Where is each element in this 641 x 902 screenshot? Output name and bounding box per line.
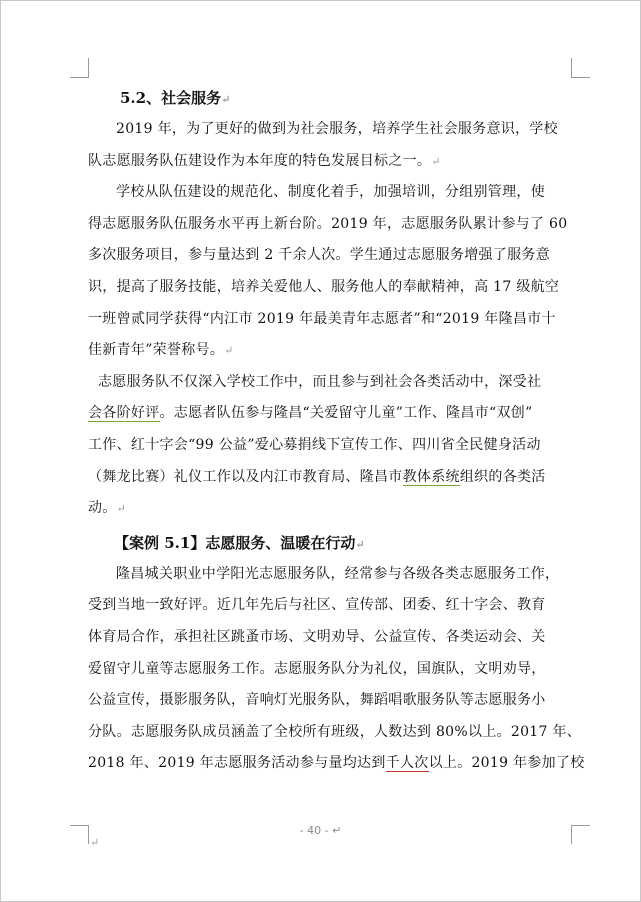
text-line: 动。↵ xyxy=(88,500,127,517)
text-line: 2019 年，为了更好的做到为社会服务，培养学生社会服务意识，学校 xyxy=(116,121,558,137)
case-heading: 【案例 5.1】志愿服务、温暖在行动↵ xyxy=(114,533,365,552)
spellcheck-underline: 千人次 xyxy=(385,755,429,772)
text-line: 学校从队伍建设的规范化、制度化着手，加强培训，分组别管理，使 xyxy=(116,184,545,201)
text-line: 队志愿服务队伍建设作为本年度的特色发展目标之一。↵ xyxy=(88,152,441,169)
text-line: 分队。志愿服务队成员涵盖了全校所有班级，人数达到 80%以上。2017 年、 xyxy=(88,723,582,740)
text-line: 2018 年、2019 年志愿服务活动参与量均达到千人次以上。2019 年参加了校 xyxy=(88,755,585,772)
text-line: 会各阶好评。志愿者队伍参与隆昌“关爱留守儿童”工作、隆昌市“双创” xyxy=(88,405,533,422)
text-line: 爱留守儿童等志愿服务工作。志愿服务队分为礼仪，国旗队，文明劝导， xyxy=(88,660,546,677)
crop-mark-top-left-v xyxy=(88,58,89,77)
text-line: 体育局合作，承担社区跳蚤市场、文明劝导、公益宣传、各类运动会、关 xyxy=(88,628,546,645)
text-line: 隆昌城关职业中学阳光志愿服务队，经常参与各级各类志愿服务工作， xyxy=(116,565,560,582)
text-line: 一班曾贰同学获得“内江市 2019 年最美青年志愿者”和“2019 年隆昌市十 xyxy=(88,310,556,327)
text-line: 多次服务项目，参与量达到 2 千余人次。学生通过志愿服务增强了服务意 xyxy=(88,247,551,264)
document-body xyxy=(88,84,585,780)
paragraph-mark: ↵ xyxy=(90,836,100,849)
text-line: 得志愿服务队伍服务水平再上新台阶。2019 年，志愿服务队累计参与了 60 xyxy=(88,215,568,232)
crop-mark-top-right-v xyxy=(571,58,572,77)
crop-mark-top-right-h xyxy=(571,77,590,78)
text-line: 受到当地一致好评。近几年先后与社区、宣传部、团委、红十字会、教育 xyxy=(88,597,546,614)
text-line: 佳新青年”荣誉称号。↵ xyxy=(88,342,234,359)
text-line: 识，提高了服务技能，培养关爱他人、服务他人的奉献精神，高 17 级航空 xyxy=(88,278,560,295)
text-line: 工作、红十字会“99 公益”爱心募捐线下宣传工作、四川省全民健身活动 xyxy=(88,436,541,453)
spellcheck-underline: 教体系统 xyxy=(402,468,460,485)
text-line: （舞龙比赛）礼仪工作以及内江市教育局、隆昌市教体系统组织的各类活 xyxy=(88,468,546,485)
crop-mark-top-left-h xyxy=(70,77,89,78)
paragraph-2 xyxy=(88,177,578,367)
text-line: 志愿服务队不仅深入学校工作中，而且参与到社会各类活动中，深受社 xyxy=(98,373,542,390)
paragraph-3 xyxy=(88,367,578,525)
section-heading: 5.2、社会服务↵ xyxy=(120,89,231,107)
spellcheck-underline: 会各阶好评 xyxy=(88,405,160,422)
text-line: 公益宣传，摄影服务队，音响灯光服务队，舞蹈唱歌服务队等志愿服务小 xyxy=(88,692,546,709)
paragraph-4 xyxy=(88,559,585,780)
page-number: - 40 - ↵ xyxy=(299,824,342,837)
paragraph-1 xyxy=(88,114,578,177)
